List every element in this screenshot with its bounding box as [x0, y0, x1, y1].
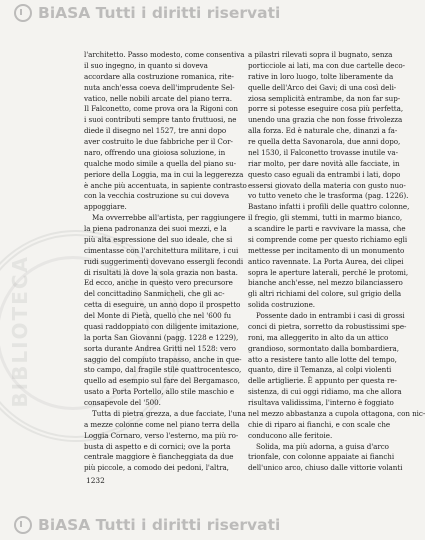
left-text-column	[84, 50, 247, 474]
text-line: sopra le aperture laterali, perché le protomi,	[248, 267, 409, 277]
text-line: accordare alla costruzione romanica, rite-	[84, 71, 234, 81]
text-line: vo tutto veneto che le trasforma (pag. 1226).	[248, 191, 409, 201]
text-line: a scandire le parti e ravvivare la massa, che	[248, 224, 406, 233]
watermark-top-text: BiASA Tutti i diritti riservati	[38, 4, 281, 22]
text-line: grandioso, sormontato dalla bombardiera,	[248, 343, 399, 353]
text-line: naro, offrendo una gioiosa soluzione, in	[84, 147, 226, 157]
text-line: conducono alle feritoie.	[248, 430, 333, 440]
copyright-icon	[14, 516, 32, 534]
text-line: appoggiare.	[84, 202, 127, 212]
copyright-icon	[14, 4, 32, 22]
text-line: sorta durante Andrea Gritti nel 1528: vero	[84, 343, 236, 353]
text-line: re quella detta Savonarola, due anni dopo,	[248, 137, 401, 146]
text-line: più alta espressione del suo ideale, che si	[84, 234, 233, 244]
text-line: Possente dado in entrambi i casi di grossi	[256, 311, 405, 320]
text-line: periore della Loggia, ma in cui la leggerezza	[84, 169, 244, 179]
text-line: Il Falconetto, come prova ora la Rigoni con	[84, 104, 238, 114]
text-line: la porta San Giovanni (pagg. 1228 e 1229),	[84, 332, 239, 342]
page-number: 1232	[86, 476, 105, 485]
text-line: mettesse per incitamento di un monumento	[248, 245, 405, 255]
text-line: aver costruito le due fabbriche per il Cor-	[84, 137, 233, 146]
watermark-bottom	[0, 514, 409, 536]
text-line: alla forza. Ed è naturale che, dinanzi a fa-	[248, 126, 398, 136]
text-line: dell'unico arco, chiuso dalle vittorie volanti	[248, 463, 403, 473]
text-line: a pilastri rilevati sopra il bugnato, senza	[248, 50, 393, 59]
text-line: cetta di eseguire, un anno dopo il prospetto	[84, 300, 241, 310]
text-line: essersi giovato della materia con gusto nuo-	[248, 180, 406, 190]
text-line: rative in loro luogo, tolte liberamente da	[248, 71, 394, 81]
text-line: chie di riparo ai fianchi, e con scale che	[248, 419, 391, 429]
watermark-top	[0, 2, 409, 24]
text-line: del concittadino Sanmicheli, che gli ac-	[84, 289, 225, 299]
text-line: vatico, nelle nobili arcate del piano terra.	[84, 93, 232, 103]
text-line: la piena padronanza dei suoi mezzi, e la	[84, 224, 227, 233]
text-line: busta di aspetto e di cornici; ove la porta	[84, 441, 231, 451]
text-line: ziosa semplicità entrambe, da non far sup-	[248, 93, 401, 103]
text-line: del Monte di Pietà, quello che nel '600 fu	[84, 311, 232, 320]
text-line: sto campo, dal fragile stile quattrocentesco,	[84, 365, 242, 375]
text-line: trionfale, con colonne appaiate ai fianchi	[248, 452, 395, 462]
text-line: cimentasse con l'architettura militare, i cui	[84, 245, 239, 255]
text-line: quasi raddoppiato con diligente imitazione,	[84, 321, 239, 331]
text-line: roni, ma alleggerito in alto da un attico	[248, 332, 389, 342]
text-line: consapevole del '500.	[84, 398, 161, 407]
text-line: unendo una grazia che non fosse frivolezza	[248, 115, 403, 125]
text-line: è anche più accentuata, in sapiente contrasto	[84, 180, 247, 190]
library-seal-text: BIBLIOTECA	[8, 255, 32, 408]
text-line: quelle dell'Arco dei Gavi; di una così deli-	[248, 82, 397, 92]
text-line: a mezze colonne come nel piano terra della	[84, 419, 240, 429]
text-line: qualche modo simile a quella del piano su-	[84, 158, 237, 168]
right-text-column	[248, 50, 425, 474]
text-line: usato a Porta Portello, allo stile maschio e	[84, 387, 234, 397]
text-line: porticciole ai lati, ma con due cartelle deco-	[248, 60, 406, 70]
text-line: riar molto, per dare novità alle facciate, in	[248, 158, 400, 168]
watermark-bottom-text: BiASA Tutti i diritti riservati	[38, 516, 281, 534]
text-line: bianche anch'esse, nel mezzo bilanciassero	[248, 278, 403, 288]
text-line: Solida, ma più adorna, a guisa d'arco	[256, 441, 389, 451]
text-line: solida costruzione.	[248, 300, 315, 310]
text-line: centrale maggiore è fiancheggiata da due	[84, 452, 234, 462]
text-line: delle artiglierie. È appunto per questa re-	[248, 376, 397, 386]
text-line: Bastano infatti i profili delle quattro colonne,	[248, 202, 410, 212]
text-line: Tutta di pietra grezza, a due facciate, l'una	[92, 408, 246, 418]
text-line: i suoi contributi sempre tanto fruttuosi, ne	[84, 115, 237, 125]
text-line: saggio del compiuto trapasso, anche in que-	[84, 354, 242, 364]
text-line: con la vecchia costruzione su cui doveva	[84, 191, 230, 201]
text-line: nel mezzo abbastanza a cupola ottagona, con nic-	[248, 408, 425, 418]
text-line: antico ravennate. La Porta Aurea, dei clipei	[248, 256, 404, 266]
text-line: questo caso eguali da entrambi i lati, dopo	[248, 169, 401, 179]
text-line: il suo ingegno, in quanto si doveva	[84, 60, 208, 70]
text-line: il fregio, gli stemmi, tutti in marmo bianco,	[248, 213, 403, 223]
text-line: Loggia Cornaro, verso l'esterno, ma più ro-	[84, 430, 239, 440]
text-line: risultava validissima, l'interno è foggiato	[248, 398, 394, 407]
text-line: quanto, dire il Temanza, al colpi violenti	[248, 365, 392, 375]
text-line: sistenza, di cui oggi ridiamo, ma che allora	[248, 387, 402, 397]
text-line: rudi suggerimenti dovevano essergli fecondi	[84, 256, 244, 266]
text-line: gli altri richiami del colore, sul grigio della	[248, 289, 402, 299]
text-line: porre si potesse eseguire cosa più perfetta,	[248, 104, 404, 114]
text-line: atto a resistere tanto alle lotte del tempo,	[248, 354, 397, 364]
text-line: più piccole, a comodo dei pedoni, l'altra,	[84, 463, 229, 473]
text-line: nel 1530, il Falconetto trovasse inutile va-	[248, 147, 398, 157]
text-line: nuta anch'essa coeva dell'imprudente Sel-	[84, 82, 235, 92]
text-line: diede il disegno nel 1527, tre anni dopo	[84, 126, 227, 136]
text-line: conci di pietra, sorretto da robustissimi spe-	[248, 321, 407, 331]
text-line: l'architetto. Passo modesto, come consentiva	[84, 50, 245, 59]
text-line: si comprende come per questo richiamo egli	[248, 234, 408, 244]
text-line: di risultati là dove la sola grazia non basta.	[84, 267, 238, 277]
text-line: Ed ecco, anche in questo vero precursore	[84, 278, 233, 288]
text-line: Ma ovverrebbe all'artista, per raggiungere	[92, 213, 246, 223]
text-line: quello ad esempio sul fare del Bergamasco,	[84, 376, 240, 386]
